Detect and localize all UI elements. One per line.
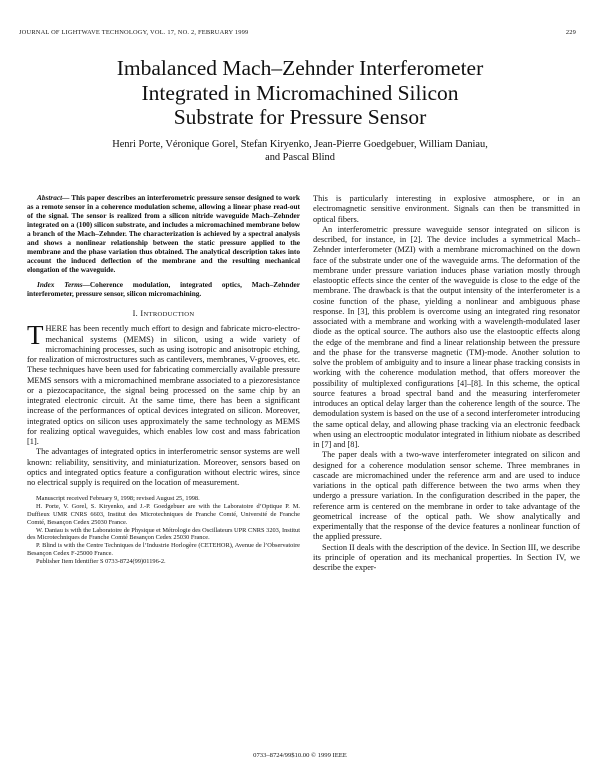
title-line: Substrate for Pressure Sensor — [173, 105, 427, 129]
abstract — [27, 194, 300, 275]
paragraph: Section II deals with the description of the device. In Section III, we describe its principle of operation and its mechanical properties. In Section IV, we describe the exper- — [313, 542, 580, 572]
index-terms-lead: Index Terms— — [37, 279, 90, 289]
paper-title — [40, 56, 560, 130]
title-line: Integrated in Micromachined Silicon — [141, 80, 459, 105]
footnote: Manuscript received February 9, 1998; revised August 25, 1998. — [36, 495, 200, 503]
page-number: 229 — [565, 29, 576, 36]
paragraph: An interferometric pressure waveguide sensor integrated on silicon is described, for instance, in [2]. The device includes a symmetrical Mach–Zehnder interferometer (MZI) with a membrane micromachined on the down face of the substrate under one of the waveguide arms. The deformation of the membrane under pressure variation induces phase variation mostly through elastooptic effects since the center of the waveguide is close to the edge of the membrane. The drawback is that the output intensity of the interferometer is a cosine function of the phase, yielding a nonlinear and ambiguous phase response. In [3], this problem is overcome using an integrated ring resonator associated with a membrane and working with a wavelength-modulated laser diode as the optical source. The authors also use the elastooptic effects along the edge of the membrane and find a linear relationship between the pressure and the phase for the transverse magnetic (TM)-mode. Another solution to solve the problem of ambiguity and to insure a linear phase tracking consists in working with the coherence modulation method, that offers moreover the possibility of multiplexed configurations [4]–[8]. In this scheme, the optical source features a broad spectral band and the measuring interferometer introduces an optical delay larger than the coherence length of the source. The demodulation system is based on the use of a second interferometer introducing the same optical delay, and allowing phase tracking via an electronic feedback when using an electrooptic modulator integrated in lithium niobate as described in [7] and [8]. — [313, 224, 580, 449]
running-head — [19, 29, 576, 41]
footnote: H. Porte, V. Gorel, S. Kiryenko, and J.-P. Goedgebuer are with the Laboratoire d’Optique P. M. Duffieux UMR CNRS 6603, Institut des Microtechniques de Franche Comté, Université de Franche Comté, Besançon Cedex 25030 France. — [27, 503, 300, 526]
copyright-line: 0733–8724/99$10.00 © 1999 IEEE — [253, 752, 347, 759]
index-terms — [27, 281, 300, 299]
intro-body — [27, 320, 300, 488]
author-list — [30, 138, 570, 164]
paragraph: The advantages of integrated optics in interferometric sensor systems are well known: reliability, sensitivity, and miniaturization. Moreover, sensors based on optics and integrated optics feature a configuration without electric wires, since no electrical supply is required on the location of measurement. — [27, 447, 300, 488]
authors-line-1: Henri Porte, Véronique Gorel, Stefan Kiryenko, Jean-Pierre Goedgebuer, William Daniau, — [112, 139, 488, 150]
paragraph — [27, 320, 300, 447]
footnotes — [27, 495, 300, 565]
journal-name: JOURNAL OF LIGHTWAVE TECHNOLOGY, VOL. 17, NO. 2, FEBRUARY 1999 — [19, 29, 249, 36]
paragraph-text: has been recently much effort to design and fabricate micro-electro-mechanical systems (MEMS) in silicon, using a wide variety of micromachining processes, such as using isotropic and anisotropic etching, for realization of microstructures such as cantilevers, membranes, V-grooves, etc. These techniques have been used for fabricating commercially available pressure MEMS sensors with a micromachined membrane associated to a piezoresistance or a piezocapacitance, the signal being processed on the same chip by an integrated electronic circuit. At the same time, there has been a significant increase of the performances of optical devices integrated on silicon. Moreover, integrated optics on silicon uses approximately the same technology as MEMS for realizing optical waveguides, which enables low cost and mass fabrication [1]. — [27, 324, 300, 447]
paragraph: The paper deals with a two-wave interferometer integrated on silicon and designed for a coherence modulation sensor scheme. Three membranes in cascade are micromachined under the reference arm and are used to induce variations in the optical path difference between the two arms when they undergo a pressure variation. In the configuration described in the paper, the reference arm is centered on the membrane in order to take advantage of the geometrical increase of the optical path. We show analytically and experimentally that the response of the device features a nonlinear function of the applied pressure. — [313, 450, 580, 542]
authors-line-2: and Pascal Blind — [265, 152, 335, 163]
section-title: NTRODUCTION — [143, 311, 195, 319]
footnote: P. Blind is with the Centre Techniques de l’Industrie Horlogère (CETEHOR), Avenue de l’Observatoire Besançon Cedex F-25000 France. — [27, 542, 300, 558]
right-column — [313, 194, 580, 573]
index-terms-text: Coherence modulation, integrated optics, Mach–Zehnder interferometer, pressure sensor, silicon micromachining. — [27, 279, 300, 298]
paragraph: This is particularly interesting in explosive atmosphere, or in an electromagnetic sensitive environment. Signals can then be transmitted in optical fibers. — [313, 194, 580, 224]
footnote: W. Daniau is with the Laboratoire de Physique et Métrologie des Oscillateurs UPR CNRS 3203, Institut des Microtechniques de Franche Comté Besançon Cedex 25030 France. — [27, 526, 300, 542]
abstract-text: This paper describes an interferometric pressure sensor designed to work as a remote sensor in a coherence modulation scheme, allowing a linear phase read-out of the signal. The sensor is realized from a silicon nitride waveguide Mach–Zehnder integrated on a (100) silicon substrate, and includes a micromachined membrane below a branch of the Mach–Zehnder. The characterization is achieved by a spectral analysis and shows a nonlinear relationship between the static pressure applied to the membrane and the phase variation thus obtained. The analytical description takes into account the induced deflection of the membrane and the resulting mechanical elongation of the waveguide. — [27, 193, 300, 274]
abstract-lead: Abstract— — [37, 193, 70, 202]
footnote: Publisher Item Identifier S 0733-8724(99)01196-2. — [36, 557, 166, 565]
section-number: I. I — [132, 309, 144, 319]
title-line: Imbalanced Mach–Zehnder Interferometer — [116, 56, 484, 80]
left-column — [27, 194, 300, 566]
drop-cap-rest: HERE — [45, 324, 68, 334]
section-heading — [27, 309, 300, 318]
drop-cap: T — [27, 320, 44, 351]
